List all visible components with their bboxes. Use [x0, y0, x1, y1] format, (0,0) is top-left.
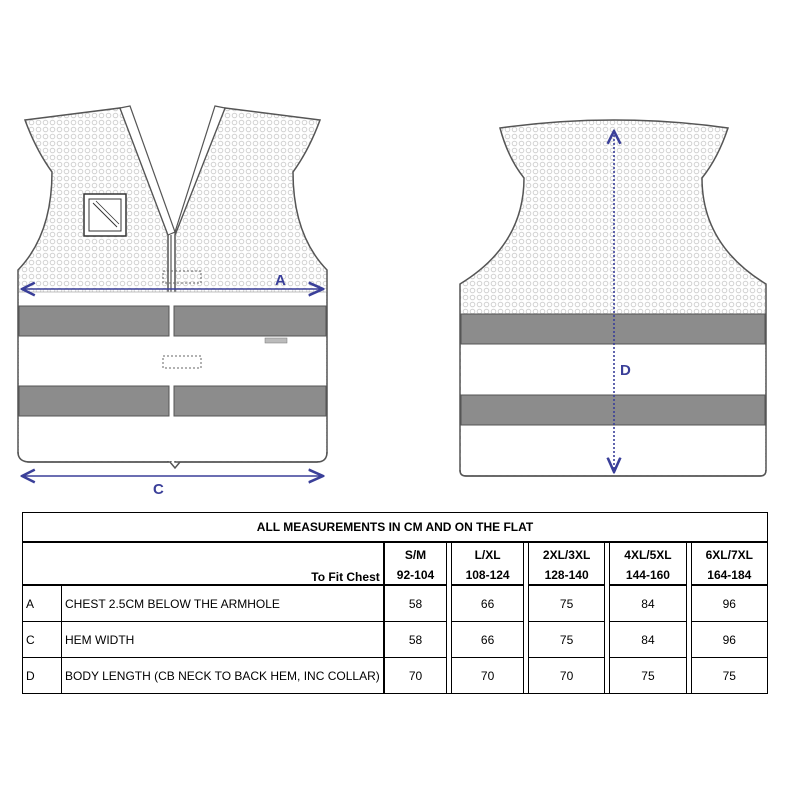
front-view	[18, 106, 327, 498]
row-value: 75	[691, 658, 767, 694]
row-code: D	[23, 658, 62, 694]
table-row	[23, 585, 768, 622]
table-row	[23, 622, 768, 658]
fit-chest-6xl7xl: 164-184	[691, 566, 767, 585]
row-value: 70	[528, 658, 604, 694]
front-upper-reflective-band-left	[19, 306, 169, 336]
row-value: 96	[691, 622, 767, 658]
fit-chest-lxl: 108-124	[452, 566, 524, 585]
size-chart-table	[22, 512, 768, 694]
fit-chest-4xl5xl: 144-160	[610, 566, 686, 585]
row-value: 75	[528, 585, 604, 622]
front-upper-reflective-band-right	[174, 306, 326, 336]
fit-chest-label: To Fit Chest	[23, 542, 384, 585]
label-patch	[265, 338, 287, 343]
size-header-4xl5xl: 4XL/5XL	[610, 542, 686, 566]
row-value: 70	[384, 658, 447, 694]
size-header-sm: S/M	[384, 542, 447, 566]
id-card-holder-icon	[84, 194, 126, 236]
row-value: 96	[691, 585, 767, 622]
dimension-c-label: C	[153, 481, 164, 498]
dimension-d-label: D	[620, 362, 631, 379]
size-header-lxl: L/XL	[452, 542, 524, 566]
row-value: 75	[528, 622, 604, 658]
row-code: A	[23, 585, 62, 622]
front-lower-reflective-band-left	[19, 386, 169, 416]
table-row	[23, 658, 768, 694]
row-code: C	[23, 622, 62, 658]
size-header-6xl7xl: 6XL/7XL	[691, 542, 767, 566]
row-value: 70	[452, 658, 524, 694]
row-value: 66	[452, 622, 524, 658]
table-title: ALL MEASUREMENTS IN CM AND ON THE FLAT	[23, 513, 768, 543]
row-value: 58	[384, 622, 447, 658]
back-view	[460, 120, 766, 476]
row-value: 84	[610, 585, 686, 622]
dimension-a-label: A	[275, 272, 286, 289]
row-description: CHEST 2.5CM BELOW THE ARMHOLE	[62, 585, 384, 622]
back-upper-reflective-band	[461, 314, 765, 344]
size-header-2xl3xl: 2XL/3XL	[528, 542, 604, 566]
row-description: BODY LENGTH (CB NECK TO BACK HEM, INC COLLAR)	[62, 658, 384, 694]
fit-chest-2xl3xl: 128-140	[528, 566, 604, 585]
row-description: HEM WIDTH	[62, 622, 384, 658]
fit-chest-sm: 92-104	[384, 566, 447, 585]
front-lower-reflective-band-right	[174, 386, 326, 416]
back-lower-reflective-band	[461, 395, 765, 425]
row-value: 84	[610, 622, 686, 658]
row-value: 75	[610, 658, 686, 694]
row-value: 58	[384, 585, 447, 622]
row-value: 66	[452, 585, 524, 622]
